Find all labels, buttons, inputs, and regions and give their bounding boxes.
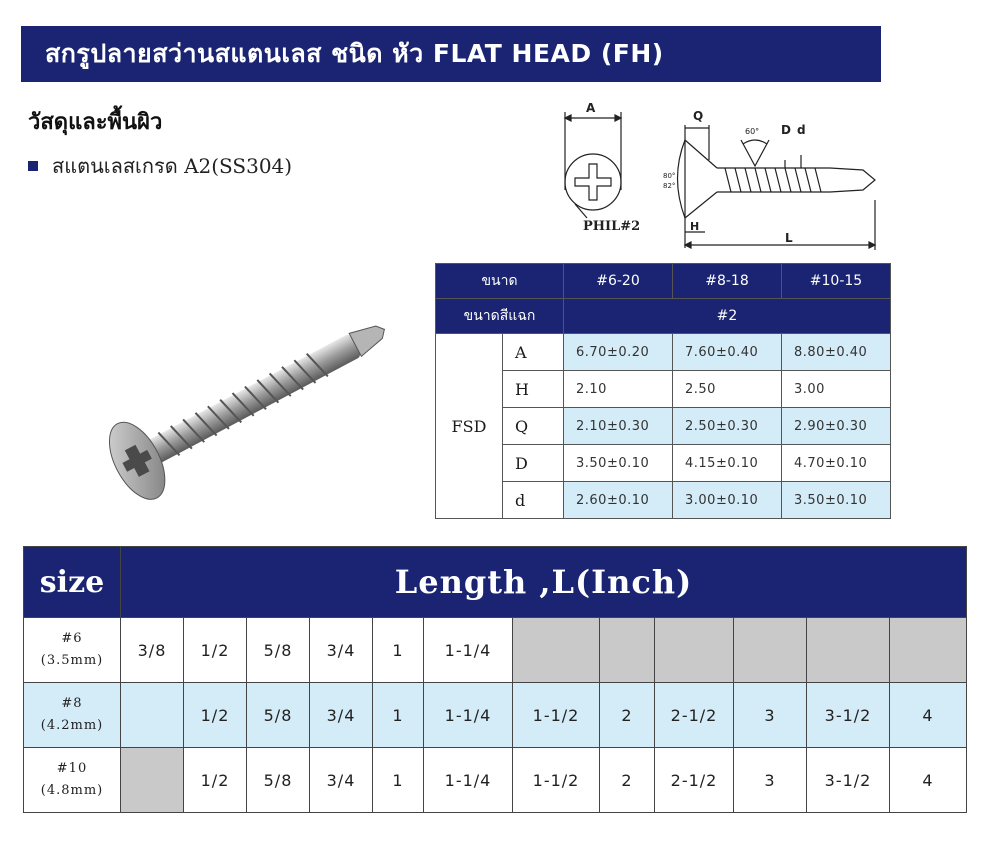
dim-h-label: H <box>690 220 700 233</box>
bit-size-row <box>436 299 891 334</box>
length-cell: 3-1/2 <box>807 748 890 813</box>
page-title: สกรูปลายสว่านสแตนเลส ชนิด หัว FLAT HEAD (FH) <box>21 26 881 82</box>
spec-value: 6.70±0.20 <box>564 334 673 371</box>
length-cell: 1/2 <box>184 683 247 748</box>
spec-value: 8.80±0.40 <box>782 334 891 371</box>
phil-label: PHIL#2 <box>583 219 641 234</box>
length-cell: 3 <box>734 683 807 748</box>
screw-dimension-diagram <box>545 100 885 260</box>
spec-value: 4.70±0.10 <box>782 445 891 482</box>
length-cell: 2 <box>600 683 655 748</box>
unavailable-cell <box>600 618 655 683</box>
length-cell: 3/4 <box>310 618 373 683</box>
length-header-row <box>24 547 967 618</box>
spec-value: 3.50±0.10 <box>782 482 891 519</box>
length-row-6 <box>24 618 967 683</box>
spec-value: 2.60±0.10 <box>564 482 673 519</box>
length-row-8 <box>24 683 967 748</box>
length-header: Length ,L(Inch) <box>121 547 967 618</box>
unavailable-cell <box>890 618 967 683</box>
spec-value: 2.50±0.30 <box>673 408 782 445</box>
spec-value: 2.90±0.30 <box>782 408 891 445</box>
length-cell: 1-1/2 <box>513 683 600 748</box>
length-cell: 1 <box>373 618 424 683</box>
spec-value: 2.10±0.30 <box>564 408 673 445</box>
head-top-view <box>565 112 621 218</box>
size-header: size <box>24 547 121 618</box>
size-mm: (4.8mm) <box>40 783 104 798</box>
length-cell: 1-1/4 <box>424 748 513 813</box>
spec-header-row <box>436 264 891 299</box>
spec-row-d-major <box>436 445 891 482</box>
spec-value: 3.00±0.10 <box>673 482 782 519</box>
size-col-1: #6-20 <box>564 264 673 299</box>
length-cell <box>121 683 184 748</box>
spec-row-d-minor <box>436 482 891 519</box>
length-cell: 1 <box>373 748 424 813</box>
spec-value: 3.00 <box>782 371 891 408</box>
spec-row-name: H <box>503 371 564 408</box>
angle-82-label: 82° <box>663 182 676 190</box>
size-cell <box>24 618 121 683</box>
spec-row-name: d <box>503 482 564 519</box>
length-cell: 5/8 <box>247 748 310 813</box>
square-bullet-icon <box>28 161 38 171</box>
spec-value: 2.50 <box>673 371 782 408</box>
size-col-3: #10-15 <box>782 264 891 299</box>
bit-size-label: ขนาดสีแฉก <box>436 299 564 334</box>
length-cell: 3-1/2 <box>807 683 890 748</box>
unavailable-cell <box>655 618 734 683</box>
spec-row-name: A <box>503 334 564 371</box>
length-cell: 1-1/4 <box>424 683 513 748</box>
spec-row-a <box>436 334 891 371</box>
spec-value: 7.60±0.40 <box>673 334 782 371</box>
spec-table <box>435 263 891 519</box>
length-cell: 3/4 <box>310 748 373 813</box>
bit-size-value: #2 <box>564 299 891 334</box>
length-cell: 4 <box>890 748 967 813</box>
size-col-2: #8-18 <box>673 264 782 299</box>
length-cell: 1/2 <box>184 748 247 813</box>
unavailable-cell <box>121 748 184 813</box>
spec-value: 3.50±0.10 <box>564 445 673 482</box>
spec-row-h <box>436 371 891 408</box>
unavailable-cell <box>734 618 807 683</box>
length-cell: 1-1/4 <box>424 618 513 683</box>
dim-d-major-label: D <box>781 123 791 137</box>
unavailable-cell <box>807 618 890 683</box>
dim-q-label: Q <box>693 109 704 123</box>
length-cell: 2 <box>600 748 655 813</box>
size-mm: (4.2mm) <box>40 718 104 733</box>
material-item <box>28 150 292 182</box>
size-cell <box>24 683 121 748</box>
size-cell <box>24 748 121 813</box>
length-cell: 2-1/2 <box>655 748 734 813</box>
unavailable-cell <box>513 618 600 683</box>
spec-row-name: Q <box>503 408 564 445</box>
size-number: #6 <box>61 631 83 646</box>
screw-side-view <box>678 125 876 250</box>
dim-a-label: A <box>586 101 596 115</box>
size-label-cell: ขนาด <box>436 264 564 299</box>
length-cell: 5/8 <box>247 618 310 683</box>
size-mm: (3.5mm) <box>40 653 104 668</box>
angle-label: 60° <box>745 127 760 136</box>
spec-value: 2.10 <box>564 371 673 408</box>
length-cell: 3 <box>734 748 807 813</box>
material-item-text: สแตนเลสเกรด A2(SS304) <box>52 154 293 178</box>
length-cell: 1/2 <box>184 618 247 683</box>
length-cell: 3/8 <box>121 618 184 683</box>
length-row-10 <box>24 748 967 813</box>
length-cell: 3/4 <box>310 683 373 748</box>
dim-d-minor-label: d <box>797 123 806 137</box>
spec-value: 4.15±0.10 <box>673 445 782 482</box>
size-number: #8 <box>61 696 83 711</box>
size-number: #10 <box>56 761 88 776</box>
spec-row-name: D <box>503 445 564 482</box>
fsd-group-label: FSD <box>436 334 503 519</box>
length-cell: 2-1/2 <box>655 683 734 748</box>
length-cell: 5/8 <box>247 683 310 748</box>
length-cell: 1 <box>373 683 424 748</box>
length-cell: 1-1/2 <box>513 748 600 813</box>
screw-product-image <box>85 305 395 505</box>
length-table <box>23 546 967 813</box>
dim-l-label: L <box>785 231 793 245</box>
angle-80-label: 80° <box>663 172 676 180</box>
material-heading: วัสดุและพื้นผิว <box>28 110 163 135</box>
length-cell: 4 <box>890 683 967 748</box>
spec-row-q <box>436 408 891 445</box>
